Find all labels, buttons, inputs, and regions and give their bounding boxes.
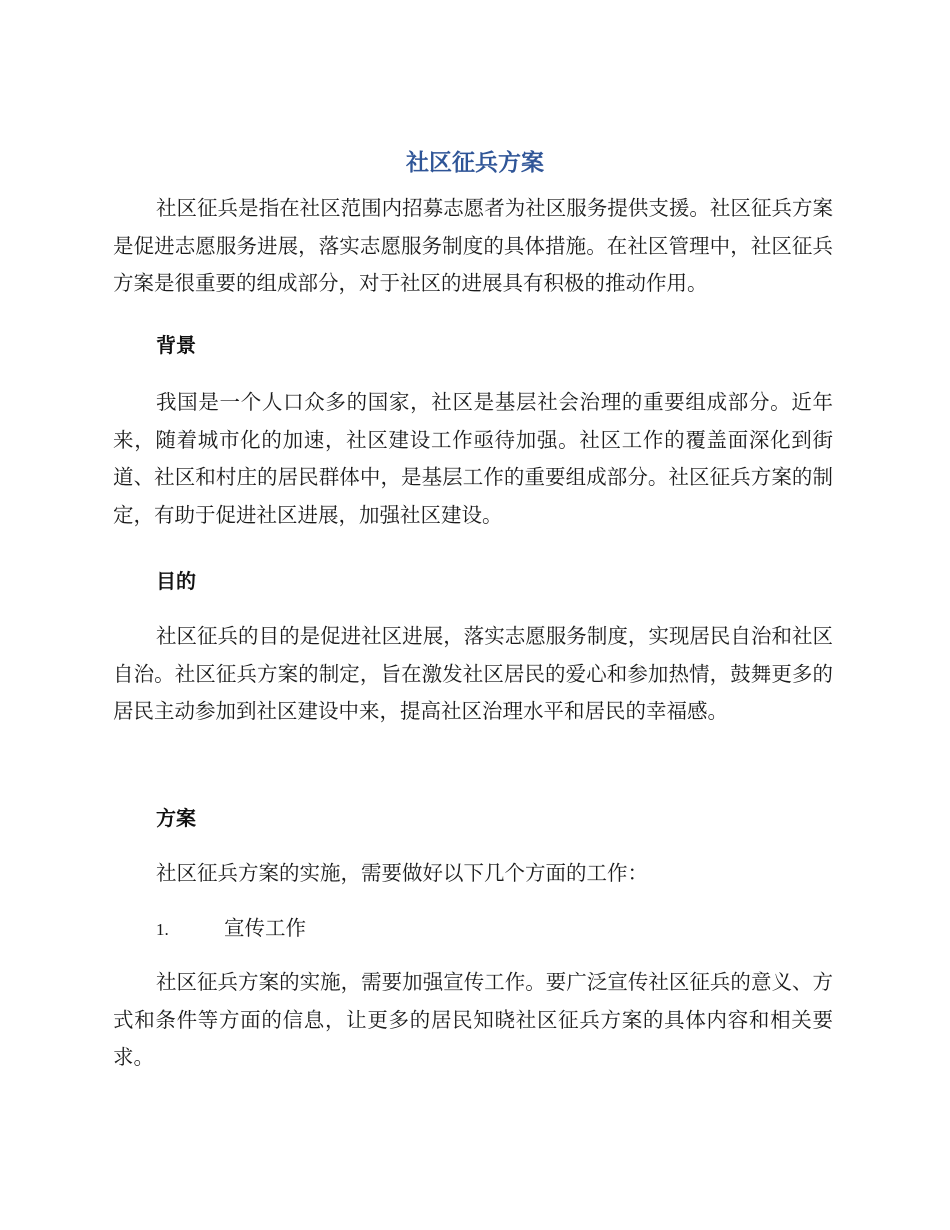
- section-heading-purpose: 目的: [156, 569, 196, 593]
- section-heading-background: 背景: [156, 333, 196, 357]
- document-title: 社区征兵方案: [406, 150, 544, 176]
- list-item-number: 1.: [156, 920, 169, 939]
- section-heading-plan: 方案: [156, 806, 196, 830]
- list-item-label: 宣传工作: [224, 916, 306, 940]
- publicity-paragraph: 社区征兵方案的实施，需要加强宣传工作。要广泛宣传社区征兵的意义、方式和条件等方面的信息，让更多的居民知晓社区征兵方案的具体内容和相关要求。: [113, 970, 833, 1069]
- intro-paragraph: 社区征兵是指在社区范围内招募志愿者为社区服务提供支援。社区征兵方案是促进志愿服务进展，落实志愿服务制度的具体措施。在社区管理中，社区征兵方案是很重要的组成部分，对于社区的进展具有积极的推动作用。: [113, 196, 833, 295]
- purpose-paragraph: 社区征兵的目的是促进社区进展，落实志愿服务制度，实现居民自治和社区自治。社区征兵方案的制定，旨在激发社区居民的爱心和参加热情，鼓舞更多的居民主动参加到社区建设中来，提高社区治理水平和居民的幸福感。: [113, 624, 833, 723]
- background-paragraph: 我国是一个人口众多的国家，社区是基层社会治理的重要组成部分。近年来，随着城市化的加速，社区建设工作亟待加强。社区工作的覆盖面深化到街道、社区和村庄的居民群体中，是基层工作的重要组成部分。社区征兵方案的制定，有助于促进社区进展，加强社区建设。: [113, 390, 833, 527]
- plan-paragraph: 社区征兵方案的实施，需要做好以下几个方面的工作：: [156, 861, 648, 885]
- list-item-publicity: [156, 913, 306, 945]
